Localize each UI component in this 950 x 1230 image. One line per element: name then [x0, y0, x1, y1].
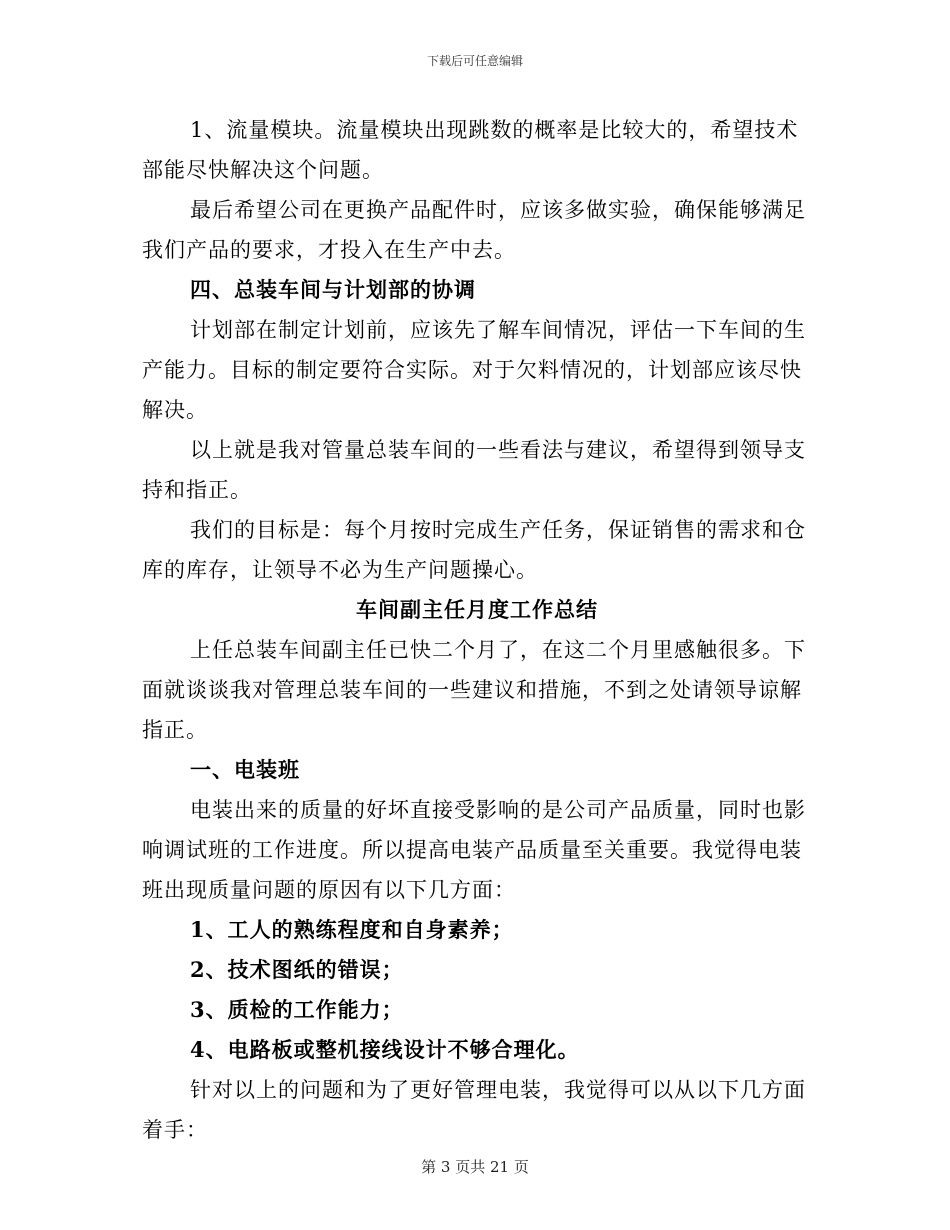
page-header: 下载后可任意编辑 — [426, 54, 523, 68]
page-footer: 第 3 页共 21 页 — [421, 1158, 529, 1176]
paragraph: 电装出来的质量的好坏直接受影响的是公司产品质量，同时也影响调试班的工作进度。所以提高电装产品质量至关重要。我觉得电装班出现质量问题的原因有以下几方面： — [142, 798, 806, 902]
paragraph: 上任总装车间副主任已快二个月了，在这二个月里感触很多。下面就谈谈我对管理总装车间的一些建议和措施，不到之处请领导谅解指正。 — [142, 638, 806, 742]
list-item: 3、质检的工作能力； — [190, 997, 404, 1022]
document-title: 车间副主任月度工作总结 — [356, 597, 598, 622]
list-item: 1、工人的熟练程度和自身素养； — [190, 917, 514, 942]
list-item: 4、电路板或整机接线设计不够合理化。 — [190, 1037, 580, 1062]
paragraph: 我们的目标是：每个月按时完成生产任务，保证销售的需求和仓库的库存，让领导不必为生产问题操心。 — [142, 518, 806, 582]
paragraph: 1、流量模块。流量模块出现跳数的概率是比较大的，希望技术部能尽快解决这个问题。 — [142, 118, 799, 182]
paragraph: 计划部在制定计划前，应该先了解车间情况，评估一下车间的生产能力。目标的制定要符合实际。对于欠料情况的，计划部应该尽快解决。 — [142, 318, 806, 422]
paragraph: 最后希望公司在更换产品配件时，应该多做实验，确保能够满足我们产品的要求，才投入在生产中去。 — [142, 198, 806, 262]
section-heading: 四、总装车间与计划部的协调 — [190, 277, 476, 302]
list-item: 2、技术图纸的错误； — [190, 957, 404, 982]
document-body — [142, 110, 812, 1150]
paragraph: 针对以上的问题和为了更好管理电装，我觉得可以从以下几方面着手： — [142, 1078, 806, 1142]
paragraph: 以上就是我对管量总装车间的一些看法与建议，希望得到领导支持和指正。 — [142, 438, 806, 502]
section-heading: 一、电装班 — [190, 757, 300, 782]
